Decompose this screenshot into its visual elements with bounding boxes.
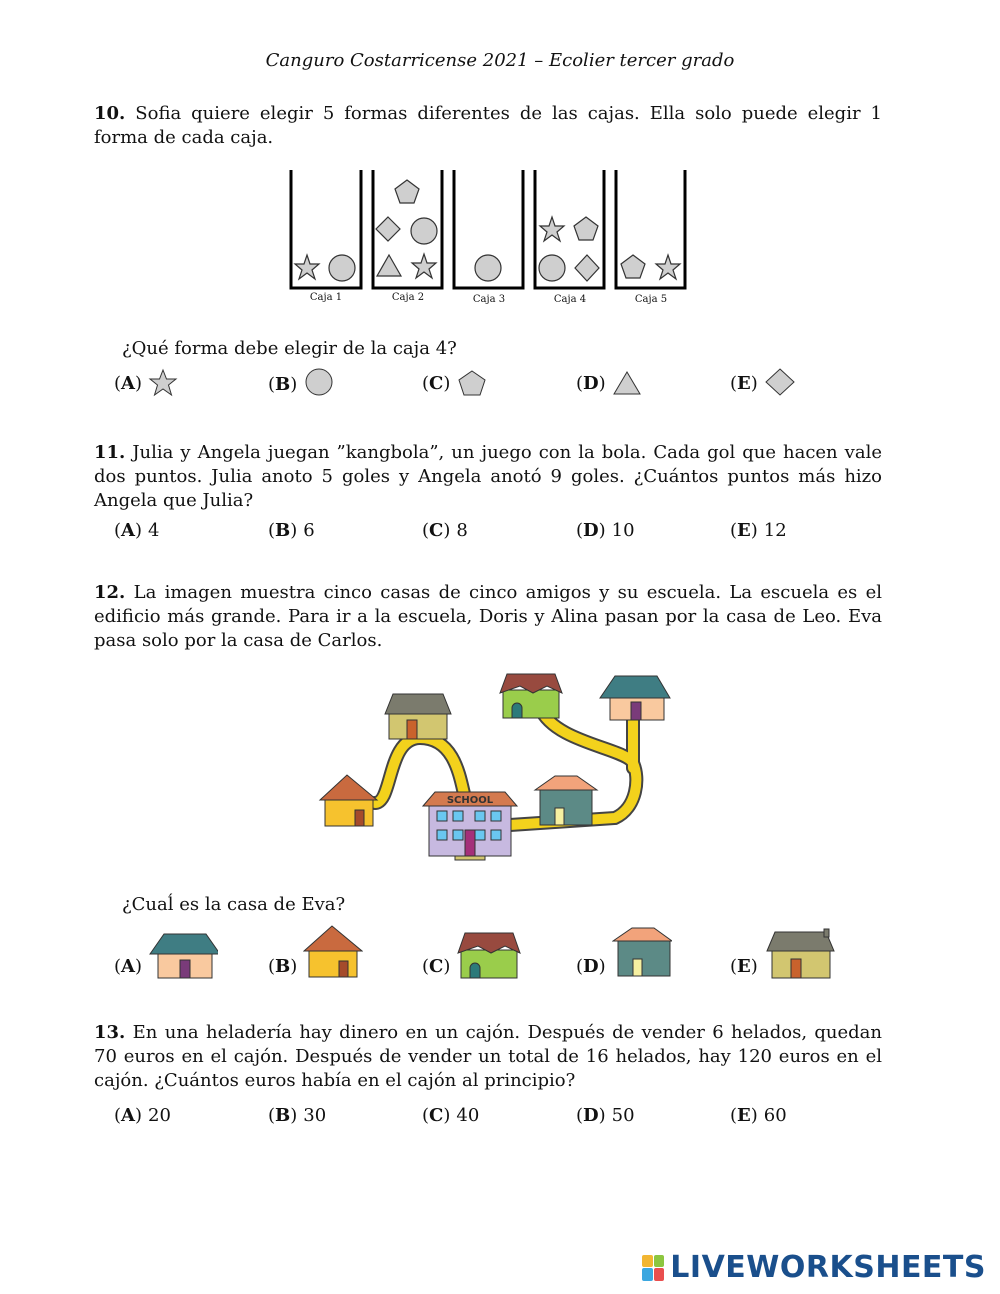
question-number: 11. <box>94 442 126 463</box>
option-b[interactable]: (B) 30 <box>268 1105 327 1126</box>
star-icon <box>295 255 319 279</box>
diamond-icon <box>575 255 599 281</box>
question-body: En una heladería hay dinero en un cajón. Después de vender 6 helados, quedan 70 euros en el cajón. Después de vender un total de 16 helados, hay 120 euros en el cajón. ¿Cuántos euros había en el cajón al principio? <box>94 1022 882 1091</box>
option-e[interactable]: (E) 60 <box>730 1105 787 1126</box>
option-c[interactable]: (C) <box>422 368 488 398</box>
circle-icon <box>303 368 335 400</box>
house-yellow-orange <box>320 775 377 826</box>
question-body: Sofia quiere elegir 5 formas diferentes de las cajas. Ella solo puede elegir 1 forma de cada caja. <box>94 103 882 148</box>
option-d[interactable]: (D) 10 <box>576 520 635 541</box>
pentagon-icon <box>574 217 598 240</box>
option-a[interactable]: (A) <box>114 930 218 980</box>
liveworksheets-logo[interactable] <box>642 1250 986 1285</box>
star-icon <box>656 255 680 279</box>
option-b[interactable]: (B) <box>268 368 335 400</box>
question-13-text <box>94 1021 882 1093</box>
logo-text: LIVEWORKSHEETS <box>670 1250 986 1285</box>
logo-icon <box>642 1255 664 1281</box>
question-body: La imagen muestra cinco casas de cinco amigos y su escuela. La escuela es el edificio más grande. Para ir a la escuela, Doris y Alina pasan por la casa de Leo. Eva pasa solo por la casa de Carlos. <box>94 582 882 651</box>
option-b[interactable]: (B) <box>268 925 363 981</box>
houses-map <box>315 668 675 868</box>
option-a[interactable]: (A) 20 <box>114 1105 171 1126</box>
box-label: Caja 4 <box>553 294 587 305</box>
triangle-icon <box>612 368 642 398</box>
option-c[interactable]: (C) 8 <box>422 520 468 541</box>
box-label: Caja 1 <box>309 292 343 303</box>
circle-icon <box>475 255 501 281</box>
option-a[interactable]: (A) 4 <box>114 520 160 541</box>
question-number: 12. <box>94 582 126 603</box>
option-a[interactable]: (A) <box>114 368 178 398</box>
question-number: 10. <box>94 103 126 124</box>
box-label: Caja 5 <box>634 294 668 305</box>
question-10-prompt: ¿Qué forma debe elegir de la caja 4? <box>122 338 457 359</box>
question-11-text <box>94 441 882 513</box>
star-icon <box>412 254 436 278</box>
box-label: Caja 3 <box>472 294 506 305</box>
option-b[interactable]: (B) 6 <box>268 520 315 541</box>
house-peach-teal <box>600 676 670 720</box>
option-d[interactable]: (D) <box>576 368 642 398</box>
pentagon-icon <box>456 368 488 398</box>
house-yellow-orange-icon <box>303 925 363 981</box>
pentagon-icon <box>621 255 645 278</box>
circle-icon <box>539 255 565 281</box>
option-d[interactable]: (D) <box>576 926 672 980</box>
diamond-icon <box>764 368 796 398</box>
school-label: SCHOOL <box>446 795 494 806</box>
option-c[interactable]: (C) <box>422 930 522 980</box>
house-teal-peach-icon <box>612 926 672 980</box>
house-green-red-icon <box>456 930 522 980</box>
circle-icon <box>329 255 355 281</box>
boxes-figure <box>285 165 695 310</box>
diamond-icon <box>376 217 400 241</box>
option-e[interactable]: (E) <box>730 368 796 398</box>
pentagon-icon <box>395 180 419 203</box>
box-label: Caja 2 <box>391 292 425 303</box>
option-e[interactable]: (E) 12 <box>730 520 787 541</box>
question-body: Julia y Angela juegan ”kangbola”, un juego con la bola. Cada gol que hacen vale dos puntos. Julia anoto 5 goles y Angela anotó 9 goles. ¿Cuántos puntos más hizo Angela que Julia? <box>94 442 882 511</box>
page-header: Canguro Costarricense 2021 – Ecolier tercer grado <box>265 50 735 71</box>
question-number: 13. <box>94 1022 126 1043</box>
option-c[interactable]: (C) 40 <box>422 1105 480 1126</box>
option-d[interactable]: (D) 50 <box>576 1105 635 1126</box>
circle-icon <box>411 218 437 244</box>
house-teal-peach <box>535 776 597 825</box>
house-khaki-gray <box>385 694 451 739</box>
star-icon <box>148 368 178 398</box>
option-e[interactable]: (E) <box>730 928 836 980</box>
star-icon <box>540 217 564 241</box>
question-12-text <box>94 581 882 653</box>
house-khaki-gray-icon <box>764 928 836 980</box>
question-10-text <box>94 102 882 150</box>
house-green-red <box>500 674 562 718</box>
question-12-prompt: ¿Cuaĺ es la casa de Eva? <box>122 894 346 915</box>
house-peach-teal-icon <box>148 930 218 980</box>
triangle-icon <box>377 255 401 276</box>
